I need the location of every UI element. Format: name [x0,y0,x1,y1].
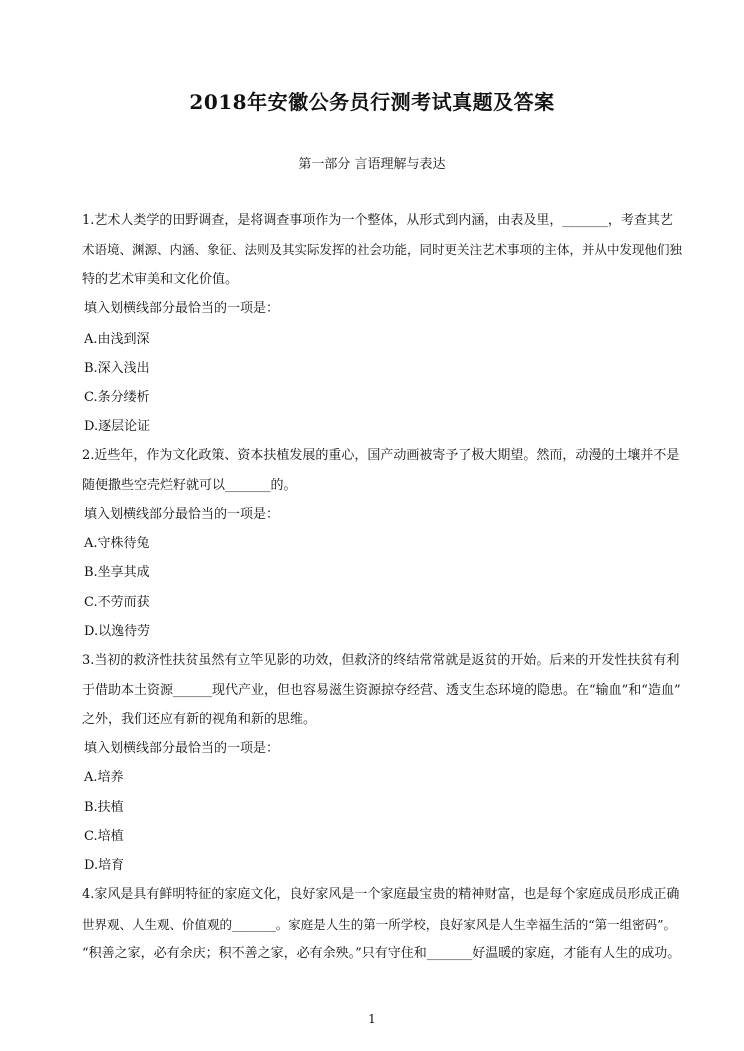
q3-stem-line-2: 于借助本土资源______现代产业，但也容易滋生资源掠夺经营、透支生态环境的隐患。在“输血”和“造血” [82,683,681,698]
section-heading: 第一部分 言语理解与表达 [298,157,446,172]
q3-prompt: 填入划横线部分最恰当的一项是： [84,741,280,756]
q3-option-a: A.培养 [84,770,124,785]
q4-stem-line-3: “积善之家，必有余庆；积不善之家，必有余殃。”只有守住和_______好温暖的家庭，才能有人生的成功。 [82,946,681,961]
q2-option-b: B.坐享其成 [84,565,150,580]
q1-option-a: A.由浅到深 [84,332,150,347]
q2-option-a: A.守株待兔 [84,536,150,551]
q2-prompt: 填入划横线部分最恰当的一项是： [84,507,280,522]
q1-stem-line-2: 术语境、渊源、内涵、象征、法则及其实际发挥的社会功能，同时更关注艺术事项的主体，并从中发现他们独 [82,242,683,257]
q2-option-c: C.不劳而获 [84,595,150,610]
q1-option-d: D.逐层论证 [84,419,151,434]
q3-stem-line-1: 3.当初的救济性扶贫虽然有立竿见影的功效，但救济的终结常常就是返贫的开始。后来的开发性扶贫有利 [82,653,680,668]
page-number: 1 [368,1012,376,1026]
q3-option-b: B.扶植 [84,800,124,815]
q3-option-d: D.培育 [84,858,125,873]
q2-stem-line-2: 随便撒些空壳烂籽就可以_______的。 [82,478,297,493]
q3-stem-line-3: 之外，我们还应有新的视角和新的思维。 [82,712,317,727]
q1-prompt: 填入划横线部分最恰当的一项是： [84,301,280,316]
document-title: 2018年安徽公务员行测考试真题及答案 [189,90,555,114]
q4-stem-line-2: 世界观、人生观、价值观的_______。家庭是人生的第一所学校，良好家风是人生幸福生活的“第一组密码”。 [82,917,677,932]
q1-stem-line-3: 特的艺术审美和文化价值。 [82,272,239,287]
q1-option-b: B.深入浅出 [84,361,150,376]
q1-option-c: C.条分缕析 [84,390,150,405]
q1-stem-line-1: 1.艺术人类学的田野调查，是将调查事项作为一个整体，从形式到内涵，由表及里，_______，考查其艺 [82,213,673,228]
q2-option-d: D.以逸待劳 [84,624,151,639]
q3-option-c: C.培植 [84,829,124,844]
q4-stem-line-1: 4.家风是具有鲜明特征的家庭文化，良好家风是一个家庭最宝贵的精神财富，也是每个家庭成员形成正确 [82,887,680,902]
q2-stem-line-1: 2.近些年，作为文化政策、资本扶植发展的重心，国产动画被寄予了极大期望。然而，动漫的土壤并不是 [82,448,680,463]
